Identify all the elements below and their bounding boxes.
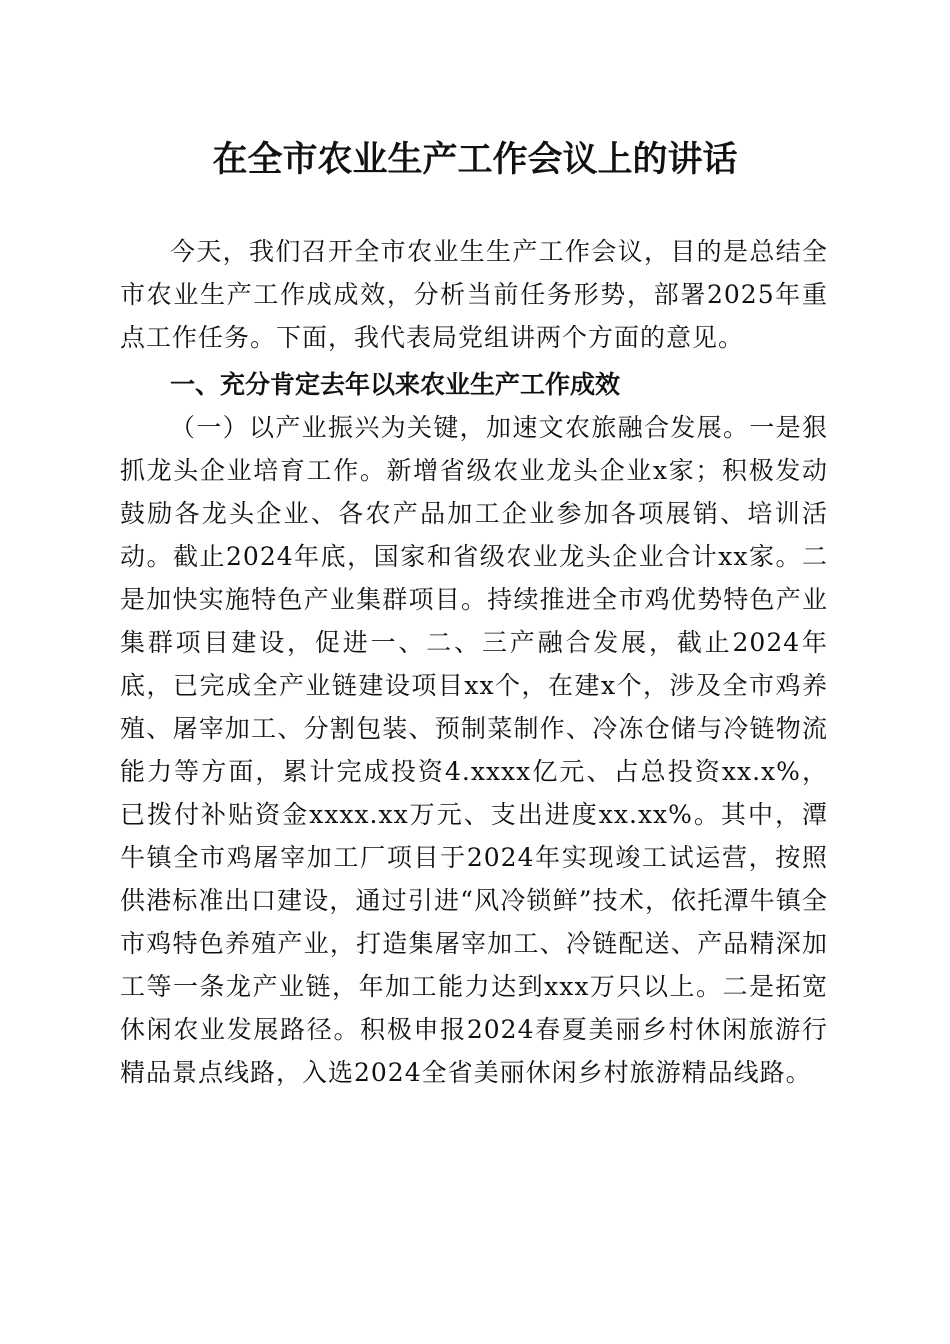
section-1-paragraph-1: （一）以产业振兴为关键，加速文农旅融合发展。一是狠抓龙头企业培育工作。新增省级农业龙头企业x家；积极发动鼓励各龙头企业、各农产品加工企业参加各项展销、培训活动。截止2024年底，国家和省级农业龙头企业合计xx家。二是加快实施特色产业集群项目。持续推进全市鸡优势特色产业集群项目建设，促进一、二、三产融合发展，截止2024年底，已完成全产业链建设项目xx个，在建x个，涉及全市鸡养殖、屠宰加工、分割包装、预制菜制作、冷冻仓储与冷链物流能力等方面，累计完成投资4.xxxx亿元、占总投资xx.x%，已拨付补贴资金xxxx.xx万元、支出进度xx.xx%。其中，潭牛镇全市鸡屠宰加工厂项目于2024年实现竣工试运营，按照供港标准出口建设，通过引进“风冷锁鲜”技术，依托潭牛镇全市鸡特色养殖产业，打造集屠宰加工、冷链配送、产品精深加工等一条龙产业链，年加工能力达到xxx万只以上。二是拓宽休闲农业发展路径。积极申报2024春夏美丽乡村休闲旅游行精品景点线路，入选2024全省美丽休闲乡村旅游精品线路。 — [120, 413, 828, 1087]
document-title: 在全市农业生产工作会议上的讲话 — [212, 139, 738, 180]
section-heading-1: 一、充分肯定去年以来农业生产工作成效 — [170, 370, 621, 399]
intro-paragraph: 今天，我们召开全市农业生生产工作会议，目的是总结全市农业生产工作成成效，分析当前任务形势，部署2025年重点工作任务。下面，我代表局党组讲两个方面的意见。 — [120, 237, 828, 352]
